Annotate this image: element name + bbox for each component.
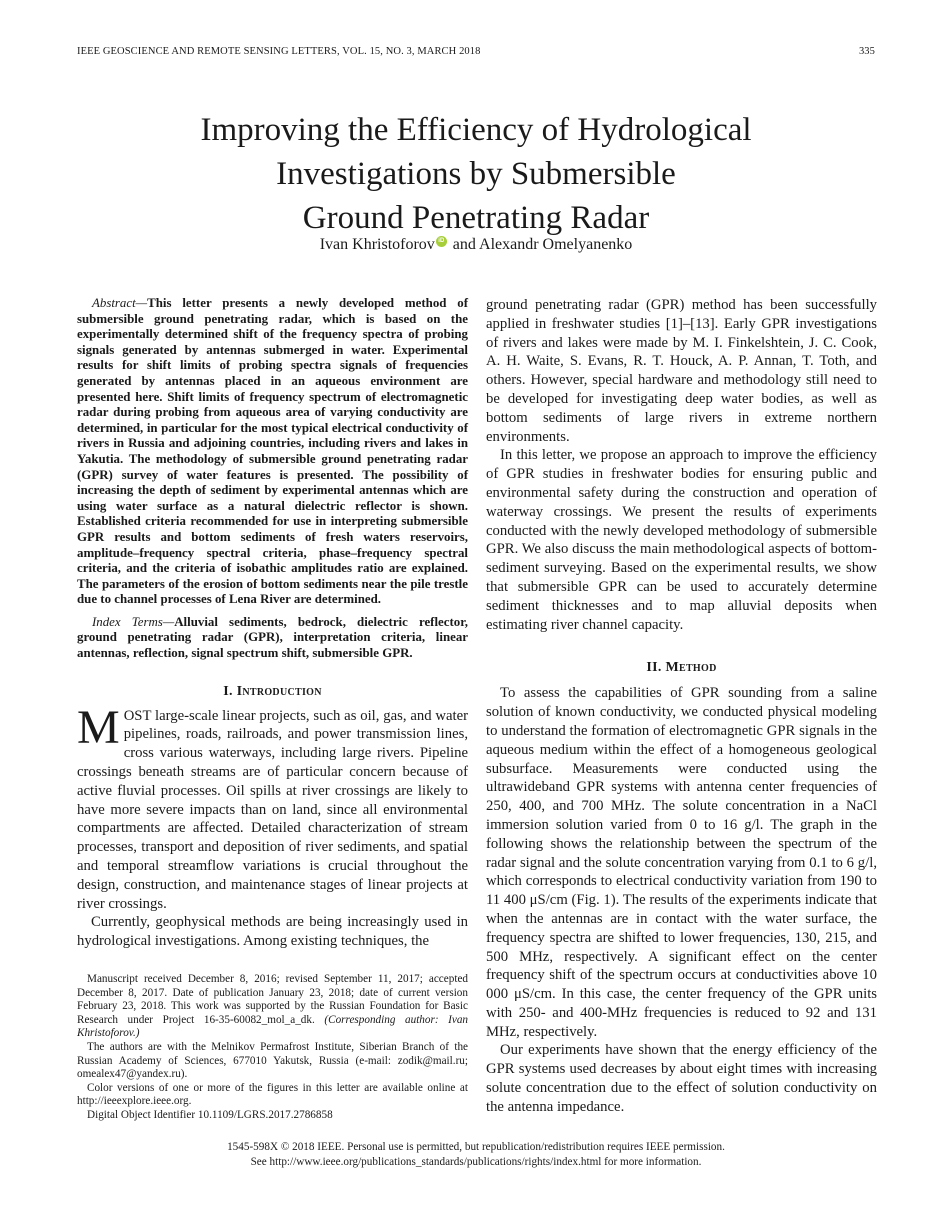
method-paragraph-2: Our experiments have shown that the energy efficiency of the GPR systems used decreases by about eight times with increasing solute concentration due to the effect of solution conductivity on the antenna impedance. (486, 1042, 877, 1115)
author-first: Ivan Khristoforov (319, 236, 435, 253)
drop-cap: M (77, 700, 120, 754)
intro-paragraph-2: Currently, geophysical methods are being increasingly used in hydrological investigations. Among existing techniques, the (77, 914, 468, 950)
abstract-label: Abstract— (92, 296, 148, 310)
index-terms-label: Index Terms— (92, 614, 175, 629)
section-heading-method: II. Method (646, 660, 717, 676)
title-line-3: Ground Penetrating Radar (302, 200, 650, 237)
intro-paragraph-3: ground penetrating radar (GPR) method has been successfully applied in freshwater studies [1]–[13]. Early GPR investigations of rivers and lakes were made by M. I. Finkelshtein, J. C. Cook, A. H. Waite, S. Evans, R. T. Houck, A. P. Annan, T. Toth, and others. However, special hardware and methodology still need to be developed for investigating deep water bodies, as well as bottom sediments of large rivers in extreme northern environments. (486, 297, 877, 445)
author-second: and Alexandr Omelyanenko (452, 236, 633, 253)
right-column (486, 296, 877, 1117)
footnote-doi: Digital Object Identifier 10.1109/LGRS.2017.2786858 (87, 1108, 333, 1121)
method-paragraph-1: To assess the capabilities of GPR sounding from a saline solution of known conductivity, we conducted physical modeling to understand the formation of electromagnetic GPR signals in the aqueous medium within the effect of a homogeneous geological subsurface. Measurements were conducted using the ultrawideband GPR systems with antenna center frequencies of 250, 400, and 700 MHz. The solute concentration in a NaCl immersion solution varied from 0 to 16 g/l. The graph in the following shows the relationship between the spectrum of the radar signal and the solute concentration varying from 0.1 to 6 g/l, which corresponds to electrical conductivity variation from 190 to 11 400 μS/cm (Fig. 1). The results of the experiments indicate that when the antennas are in contact with the water surface, the frequency spectra are shifted to lower frequencies, 130, 215, and 500 MHz, respectively. A significant effect on the center frequency shift of the spectrum occurs at conductivities above 10 000 μS/cm. In this case, the center frequency of the GPR units with 250- and 400-MHz frequencies is reduced to 92 and 131 MHz, respectively. (486, 685, 877, 1040)
footnote-affiliation: The authors are with the Melnikov Permafrost Institute, Siberian Branch of the Russian Academy of Sciences, 677010 Yakutsk, Russia (e-mail: zodik@mail.ru; omealex47@yandex.ru). (77, 1040, 468, 1081)
footnote-manuscript-text: Manuscript received December 8, 2016; revised September 11, 2017; accepted December 8, 2017. Date of publication January 23, 2018; date of current version February 23, 2018. This work was supported by the Russian Foundation for Basic Research under Project 16-35-60082_mol_a_dk. (77, 973, 468, 1026)
intro-paragraph-4: In this letter, we propose an approach to improve the efficiency of GPR studies in freshwater bodies for ensuring public and environmental safety during the construction and operation of waterway crossings. We present the results of experiments conducted with the newly developed methodology of submersible GPR. We also discuss the main methodological aspects of bottom-sediment surveying. Based on the experimental results, we show that submersible GPR can be used to accurately determine sediment thicknesses and to map alluvial deposits when estimating river channel capacity. (486, 447, 877, 633)
footnote-manuscript (77, 973, 468, 1041)
rights-link[interactable]: See http://www.ieee.org/publications_standards/publications/rights/index.html for more information. (250, 1155, 702, 1168)
paper-title (0, 108, 952, 240)
index-terms (77, 615, 468, 662)
footnotes (77, 973, 468, 1123)
author-list (0, 236, 952, 254)
copyright-line: 1545-598X © 2018 IEEE. Personal use is permitted, but republication/redistribution requires IEEE permission. (227, 1141, 725, 1153)
copyright-footer (0, 1140, 952, 1169)
abstract (77, 296, 468, 608)
footnote-color: Color versions of one or more of the figures in this letter are available online at http://ieeexplore.ieee.org. (77, 1081, 468, 1108)
abstract-text: This letter presents a newly developed method of submersible ground penetrating radar, which is based on the experimentally determined shift of the frequency spectra of probing signals generated by antennas submerged in water. Experimental results for shift limits of probing spectra signals of frequencies generated by antennas placed in an aqueous environment are presented here. Shift limits of frequency spectrum of electromagnetic radar during probing from aqueous area of varying conductivity are determined, in particular for the most typical electrical conductivity of rivers in Russia and adjoining countries, including rivers and lakes in Yakutia. The methodology of submersible ground penetrating radar (GPR) survey of water features is presented. The possibility of increasing the depth of sediment by experimental antennas which are using water surface as a natural dielectric reflector is shown. Established criteria recommended for use in interpreting submersible GPR results and bottom sediments of fresh waters reservoirs, amplitude–frequency spectral criteria, phase–frequency spectral criteria, and the criteria of isobathic amplitudes ratio are explained. The parameters of the erosion of bottom sediments near the pile trestle due to channel processes of Lena River are determined. (77, 296, 468, 607)
journal-name: IEEE GEOSCIENCE AND REMOTE SENSING LETTERS, VOL. 15, NO. 3, MARCH 2018 (77, 46, 481, 57)
footnote-corresponding: (Corresponding author: Ivan Khristoforov.) (77, 1013, 469, 1040)
page-number: 335 (858, 46, 875, 57)
title-line-2: Investigations by Submersible (276, 156, 676, 193)
section-heading-introduction: I. Introduction (223, 683, 322, 699)
left-column (77, 296, 468, 1123)
orcid-icon[interactable]: iD (436, 236, 447, 247)
intro-paragraph-1 (77, 700, 468, 914)
intro-paragraph-1-text: OST large-scale linear projects, such as oil, gas, and water pipelines, roads, railroads, and power transmission lines, cross various waterways, including large rivers. Pipeline crossings beneath streams are of particular concern because of active fluvial processes. Oil spills at river crossings are likely to have more severe impacts than on land, since all environmental compartments are affected. Detailed characterization of stream processes, transport and deposition of river sediments, and spatial and temporal streamflow variations is crucial throughout the design, construction, and maintenance stages of linear projects at river crossings. (77, 707, 468, 912)
running-header (77, 46, 875, 57)
index-terms-text: Alluvial sediments, bedrock, dielectric reflector, ground penetrating radar (GPR), interpretation criteria, linear antennas, reflection, signal spectrum shift, submersible GPR. (77, 614, 468, 661)
title-line-1: Improving the Efficiency of Hydrological (200, 112, 752, 149)
